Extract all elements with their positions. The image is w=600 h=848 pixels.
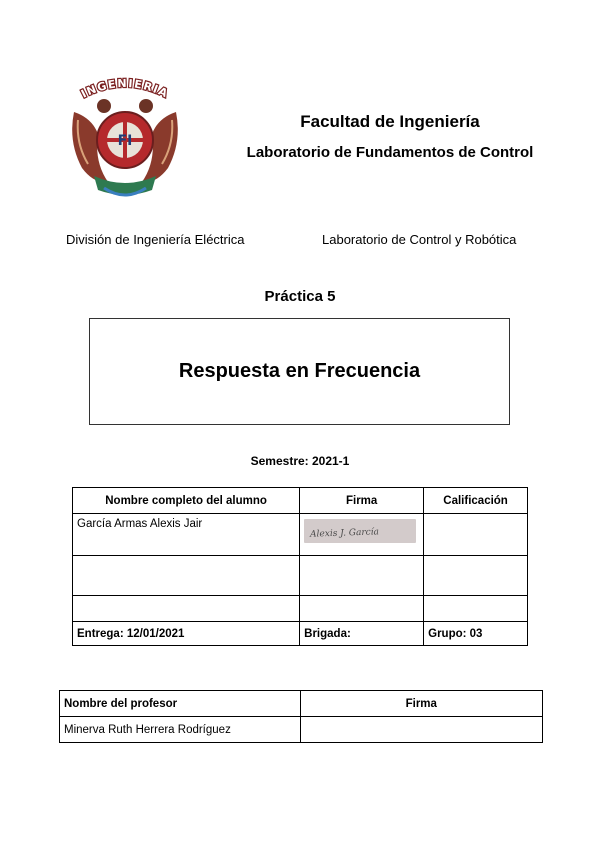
header-signature: Firma: [300, 488, 424, 514]
header-professor-signature: Firma: [300, 691, 542, 717]
practice-title: Respuesta en Frecuencia: [178, 360, 421, 382]
student-grade-cell: [424, 514, 528, 556]
table-header-row: [73, 488, 528, 514]
professor-table: [59, 690, 543, 743]
table-row: [73, 596, 528, 622]
header-student-name: Nombre completo del alumno: [73, 488, 300, 514]
handwritten-signature: [304, 519, 416, 543]
signature-image: [304, 519, 416, 543]
practice-number: Práctica 5: [264, 288, 336, 305]
student-signature-cell: [300, 596, 424, 622]
group-label: Grupo: 03: [424, 622, 528, 646]
logo-label: INGENIERIA: [125, 94, 131, 95]
brigade-label: Brigada:: [300, 622, 424, 646]
student-name-cell: García Armas Alexis Jair: [73, 514, 300, 556]
student-grade-cell: [424, 596, 528, 622]
division-name: División de Ingeniería Eléctrica: [66, 232, 245, 247]
student-grade-cell: [424, 556, 528, 596]
student-signature-cell: [300, 556, 424, 596]
signature-text: Alexis J. García: [310, 527, 380, 540]
laboratory-title: Laboratorio de Fundamentos de Control: [246, 144, 534, 161]
students-table: [72, 487, 528, 646]
semester-label: Semestre: 2021-1: [250, 454, 350, 468]
table-footer-row: [73, 622, 528, 646]
delivery-date: Entrega: 12/01/2021: [73, 622, 300, 646]
professor-signature-cell: [300, 717, 542, 743]
faculty-title: Facultad de Ingeniería: [300, 112, 480, 131]
professor-name-cell: Minerva Ruth Herrera Rodríguez: [60, 717, 301, 743]
table-row: [60, 717, 543, 743]
table-row: [73, 556, 528, 596]
student-signature-cell: [300, 514, 424, 556]
lab-department: Laboratorio de Control y Robótica: [322, 232, 517, 247]
unam-engineering-logo: [64, 72, 186, 206]
table-row: [73, 514, 528, 556]
table-header-row: [60, 691, 543, 717]
logo-shield-letters: FI: [117, 133, 133, 149]
student-name-cell: [73, 556, 300, 596]
header-grade: Calificación: [424, 488, 528, 514]
svg-text:INGENIERIA: INGENIERIA: [79, 76, 171, 101]
header-professor-name: Nombre del profesor: [60, 691, 301, 717]
practice-title-box: [89, 318, 510, 425]
student-name-cell: [73, 596, 300, 622]
